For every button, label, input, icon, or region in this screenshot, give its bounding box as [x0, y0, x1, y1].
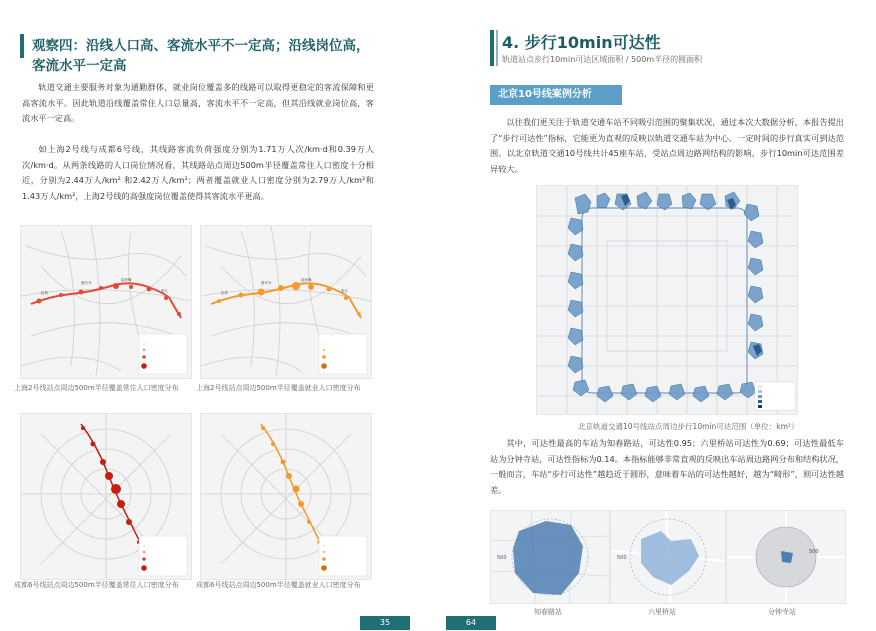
right-page-number: 64 [446, 616, 496, 630]
zhichunlu-shape-svg [491, 511, 609, 603]
chengdu-employment-map [200, 413, 372, 580]
station-liuliqiao-map [610, 510, 726, 604]
beijing-line10-map [536, 185, 798, 415]
left-paragraph-1: 轨道交通主要服务对象为通勤群体，就业岗位覆盖多的线路可以取得更稳定的客流保障和更高客流水平。因此轨道沿线覆盖常住人口总量高，客流水平不一定高，但其沿线就业岗位高，客流水平一定高。 [22, 82, 374, 123]
svg-text:张江: 张江 [161, 289, 168, 293]
shanghai-employment-map [200, 225, 372, 379]
beijing-line10-map-svg [537, 186, 797, 414]
chengdu-employment-map-svg [201, 414, 371, 579]
chengdu-population-map-svg [21, 414, 191, 579]
left-paragraph-2: 如上海2号线与成都6号线，其线路客流负荷强度分别为1.71万人次/km·d和0.39万人次/km·d。从两条线路的人口岗位情况看，其线路站点周边500m半径覆盖常住人口密度十分相近，分别为2.44万人/km² 和2.42万人/km²；两者覆盖就业人口密度分别为2.79万人/km²和1.43万人/km²，上海2号线的高强度岗位覆盖使得其客流水平更高。 [22, 144, 374, 201]
right-page [438, 0, 876, 631]
case-study-tag: 北京10号线案例分析 [490, 85, 622, 105]
station-zhichunlu-map [490, 510, 610, 604]
right-heading-accent-bar [490, 30, 494, 66]
chengdu-population-map [20, 413, 192, 580]
zhichunlu-radius-label: 500 [497, 555, 507, 561]
right-paragraph-1: 以往我们更关注于轨道交通车站不同吸引范围的聚集状况，通过本次大数据分析，本报告提出了“步行可达性”指标，它能更为直观的反映以轨道交通车站为中心、一定时间的步行真实可到达范围。以北京轨道交通10号线共计45座车站，受站点周边路网结构的影响，步行10min可达范围差异较大。 [490, 117, 844, 174]
shanghai-population-map-svg [21, 226, 191, 378]
left-heading: 观察四：沿线人口高、客流水平不一定高；沿线岗位高，客流水平一定高 [32, 38, 370, 74]
left-page-number: 35 [360, 616, 410, 630]
shanghai-population-map [20, 225, 192, 379]
svg-text:张江: 张江 [341, 289, 348, 293]
caption-shanghai-employment: 上海2号线站点周边500m半径覆盖就业人口密度分布 [196, 384, 361, 392]
station-fenzhongsi-map [726, 510, 846, 604]
caption-chengdu-population: 成都6号线站点周边500m半径覆盖常住人口密度分布 [14, 581, 179, 589]
caption-shanghai-population: 上海2号线站点周边500m半径覆盖常住人口密度分布 [14, 384, 179, 392]
fenzhongsi-radius-label: 500 [809, 549, 819, 555]
heading-accent-bar [20, 34, 24, 58]
svg-text:静安寺: 静安寺 [261, 281, 272, 285]
station2-label: 六里桥站 [648, 608, 676, 616]
station1-label: 知春路站 [534, 608, 562, 616]
liuliqiao-shape-svg [611, 511, 725, 603]
right-paragraph-2: 其中，可达性最高的车站为知春路站，可达性0.95；六里桥站可达性为0.69；可达性最低车站为分钟寺站，可达性指标为0.14。本指标能够非常直观的反映出车站周边路网分布和结构状况，一般而言，车站“步行可达性”越趋近于圆形，意味着车站的可达性越好，越为“畸形”，则可达性越差。 [490, 438, 844, 495]
shanghai-employment-map-svg [201, 226, 371, 378]
caption-chengdu-employment: 成都6号线站点周边500m半径覆盖就业人口密度分布 [196, 581, 361, 589]
beijing-map-caption: 北京轨道交通10号线站点周边步行10min可达范围（单位：km²） [578, 422, 799, 431]
fenzhongsi-shape-svg [727, 511, 845, 603]
svg-text:虹桥: 虹桥 [41, 291, 48, 295]
svg-text:陆家嘴: 陆家嘴 [301, 278, 312, 282]
svg-text:虹桥: 虹桥 [221, 291, 228, 295]
svg-text:静安寺: 静安寺 [81, 281, 92, 285]
liuliqiao-radius-label: 500 [617, 555, 627, 561]
svg-text:陆家嘴: 陆家嘴 [121, 278, 132, 282]
right-subheading: 轨道站点步行10min可达区域面积 / 500m半径的圆面积 [502, 55, 703, 64]
station3-label: 分钟寺站 [768, 608, 796, 616]
right-heading: 4. 步行10min可达性 [502, 33, 661, 52]
right-heading-accent-bar-thin [496, 30, 498, 66]
